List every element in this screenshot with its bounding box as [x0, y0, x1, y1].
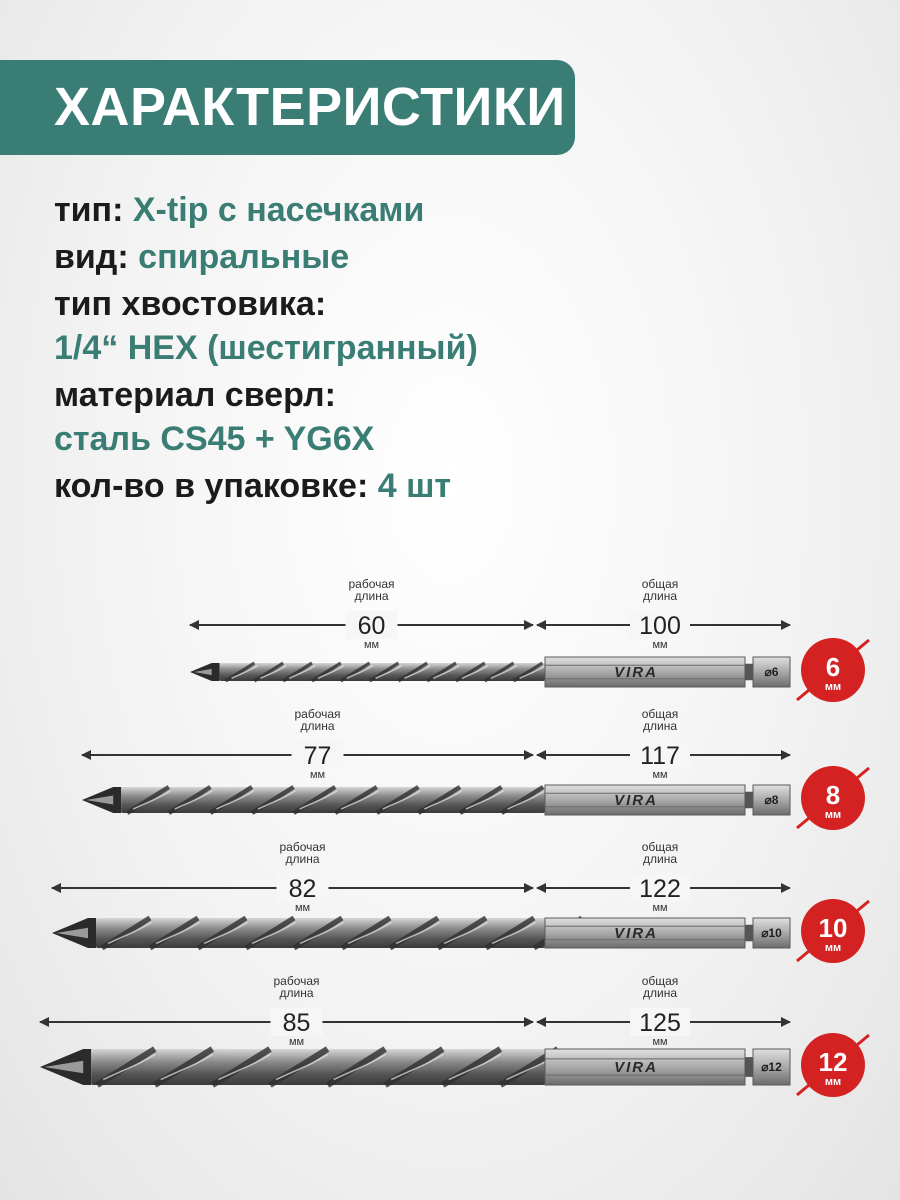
- shank-neck: [745, 925, 753, 942]
- brand-logo: VIRA: [614, 792, 658, 809]
- spec-qty-label: кол-во в упаковке:: [54, 467, 369, 505]
- total-length-caption: длина: [642, 986, 678, 1000]
- diameter-marking: ⌀8: [764, 793, 779, 807]
- total-length-value: 125: [639, 1009, 681, 1037]
- working-length-caption: длина: [354, 589, 389, 603]
- shank-neck: [745, 1057, 753, 1077]
- spec-kind-label: вид:: [54, 238, 129, 276]
- spec-qty-value: 4 шт: [377, 467, 452, 505]
- working-length-unit: мм: [288, 1036, 305, 1048]
- diameter-marking: ⌀6: [764, 665, 779, 679]
- working-length-unit: мм: [309, 769, 326, 781]
- diameter-badge-unit: мм: [824, 809, 842, 821]
- working-length-caption: рабочая: [273, 974, 320, 988]
- diameter-badge-unit: мм: [824, 681, 842, 693]
- working-length-unit: мм: [294, 902, 311, 914]
- working-length-caption: рабочая: [294, 707, 341, 721]
- total-length-value: 100: [639, 612, 681, 640]
- spec-material-value: сталь CS45 + YG6X: [54, 420, 375, 458]
- diameter-marking: ⌀12: [761, 1060, 782, 1074]
- total-length-unit: мм: [652, 1036, 668, 1048]
- total-length-unit: мм: [652, 639, 668, 651]
- total-length-value: 117: [640, 742, 680, 770]
- spec-type: [54, 188, 478, 232]
- diameter-badge-unit: мм: [824, 942, 842, 954]
- working-length-value: 60: [357, 612, 386, 640]
- diameter-badge-unit: мм: [824, 1076, 842, 1088]
- spec-type-label: тип:: [54, 191, 124, 229]
- diameter-marking: ⌀10: [761, 926, 782, 940]
- spec-type-value: X-tip с насечками: [132, 191, 425, 229]
- total-length-caption: длина: [642, 589, 678, 603]
- total-length-value: 122: [639, 875, 681, 903]
- working-length-value: 77: [303, 742, 332, 770]
- shank-neck: [745, 664, 753, 681]
- total-length-caption: общая: [641, 974, 679, 988]
- title-banner: [0, 60, 575, 155]
- page-title: ХАРАКТЕРИСТИКИ: [54, 77, 566, 137]
- spec-kind-value: спиральные: [138, 238, 350, 276]
- working-length-value: 85: [282, 1009, 311, 1037]
- spec-qty: [54, 464, 478, 508]
- brand-logo: VIRA: [614, 925, 658, 942]
- diameter-badge-value: 6: [825, 652, 841, 682]
- working-length-caption: рабочая: [279, 840, 326, 854]
- total-length-caption: длина: [642, 719, 678, 733]
- brand-logo: VIRA: [614, 1059, 658, 1076]
- total-length-caption: длина: [642, 852, 678, 866]
- total-length-unit: мм: [652, 902, 668, 914]
- spec-shank-value: 1/4“ HEX (шестигранный): [54, 329, 478, 367]
- spec-kind: [54, 235, 478, 279]
- working-length-caption: длина: [285, 852, 320, 866]
- total-length-caption: общая: [641, 707, 679, 721]
- spec-shank-label: тип хвостовика:: [54, 285, 327, 323]
- drill-sizes-illustration: [0, 560, 900, 1120]
- diameter-badge-value: 12: [818, 1047, 848, 1077]
- working-length-caption: длина: [279, 986, 314, 1000]
- working-length-value: 82: [288, 875, 317, 903]
- shank-neck: [745, 792, 753, 809]
- total-length-caption: общая: [641, 577, 679, 591]
- diameter-badge-value: 8: [825, 780, 841, 810]
- spec-material-label: материал сверл:: [54, 376, 336, 414]
- total-length-caption: общая: [641, 840, 679, 854]
- total-length-unit: мм: [652, 769, 668, 781]
- brand-logo: VIRA: [614, 664, 658, 681]
- working-length-caption: длина: [300, 719, 335, 733]
- working-length-unit: мм: [363, 639, 380, 651]
- diameter-badge-value: 10: [818, 913, 848, 943]
- specs-list: [54, 188, 478, 508]
- working-length-caption: рабочая: [348, 577, 395, 591]
